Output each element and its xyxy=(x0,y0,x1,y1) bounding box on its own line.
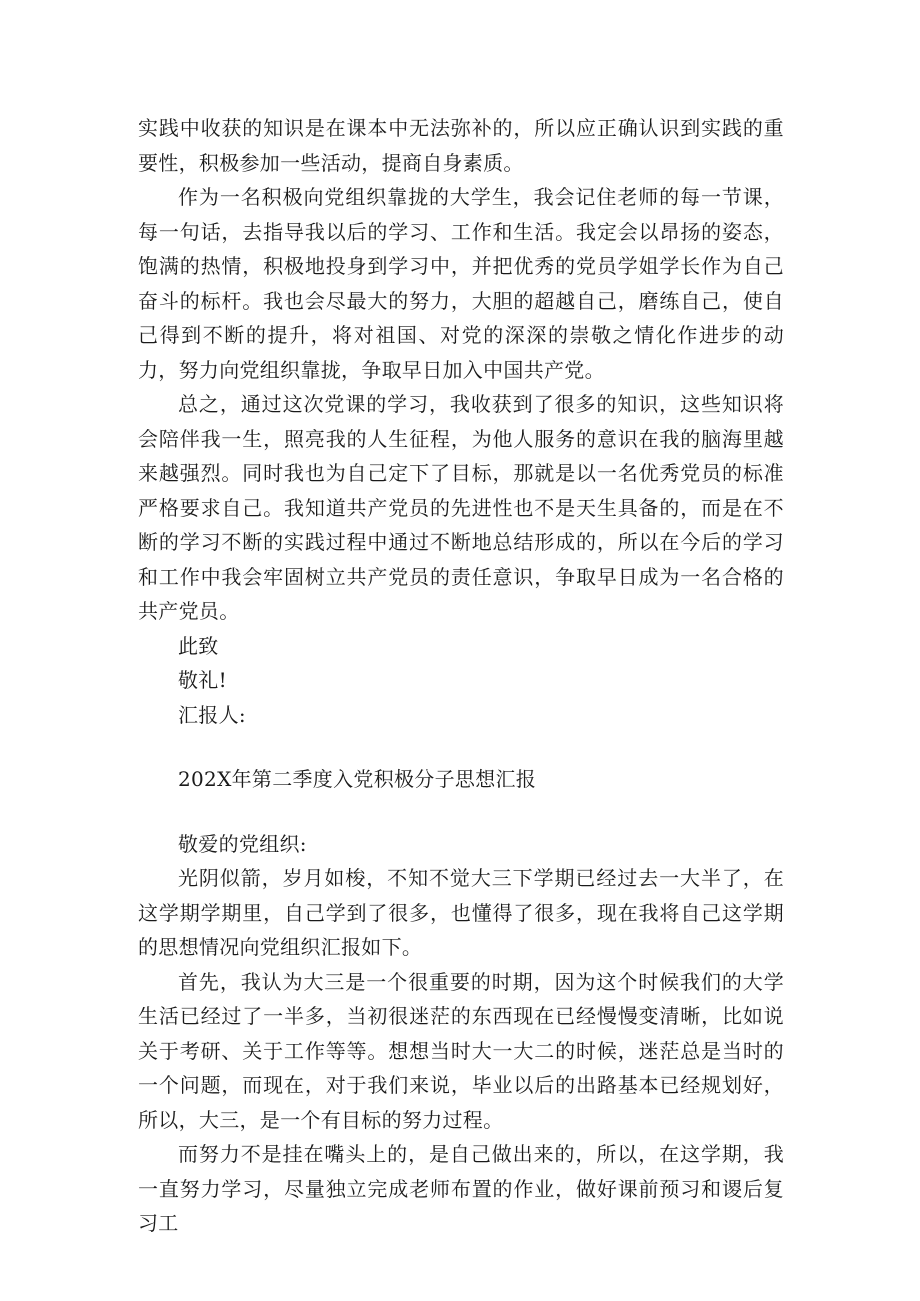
document-body xyxy=(138,111,784,1241)
paragraph-practice: 实践中收获的知识是在课本中无法弥补的，所以应正确认识到实践的重要性，积极参加一些活动，提商自身素质。 xyxy=(138,116,784,175)
paragraph-commitment: 作为一名积极向党组织靠拢的大学生，我会记住老师的每一节课，每一句话，去指导我以后的学习、工作和生活。我定会以昂扬的姿态，饱满的热情，积极地投身到学习中，并把优秀的党员学姐学长作为自己奋斗的标杆。我也会尽最大的努力，大胆的超越自己，磨练自己，使自己得到不断的提升，将对祖国、对党的深深的崇敬之情化作进步的动力，努力向党组织靠拢，争取早日加入中国共产党。 xyxy=(138,185,784,382)
paragraph-summary: 总之，通过这次党课的学习，我收获到了很多的知识，这些知识将会陪伴我一生，照亮我的人生征程，为他人服务的意识在我的脑海里越来越强烈。同时我也为自己定下了目标，那就是以一名优秀党员的标准严格要求自己。我知道共产党员的先进性也不是天生具备的，而是在不断的学习不断的实践过程中通过不断地总结形成的，所以在今后的学习和工作中我会牢固树立共产党员的责任意识，争取早日成为一名合格的共产党员。 xyxy=(138,392,784,623)
closing-jingli: 敬礼! xyxy=(178,668,227,692)
salutation: 敬爱的党组织: xyxy=(178,831,307,856)
paragraph-junior-year: 首先，我认为大三是一个很重要的时期，因为这个时候我们的大学生活已经过了一半多，当初很迷茫的东西现在已经慢慢变清晰，比如说关于考研、关于工作等等。想想当时大一大二的时候，迷茫总是当时的一个问题，而现在，对于我们来说，毕业以后的出路基本已经规划好，所以，大三，是一个有目标的努力过程。 xyxy=(138,969,784,1132)
closing-cizhi: 此致 xyxy=(178,633,219,658)
reporter-label: 汇报人: xyxy=(178,702,246,727)
paragraph-time: 光阴似箭，岁月如梭，不知不觉大三下学期已经过去一大半了，在这学期学期里，自己学到了很多，也懂得了很多，现在我将自己这学期的思想情况向党组织汇报如下。 xyxy=(138,866,784,959)
paragraph-effort: 而努力不是挂在嘴头上的，是自己做出来的，所以，在这学期，我一直努力学习，尽量独立完成老师布置的作业，做好课前预习和谡后复习工 xyxy=(138,1142,784,1235)
report-title: 202X年第二季度入党积极分子思想汇报 xyxy=(178,767,537,791)
